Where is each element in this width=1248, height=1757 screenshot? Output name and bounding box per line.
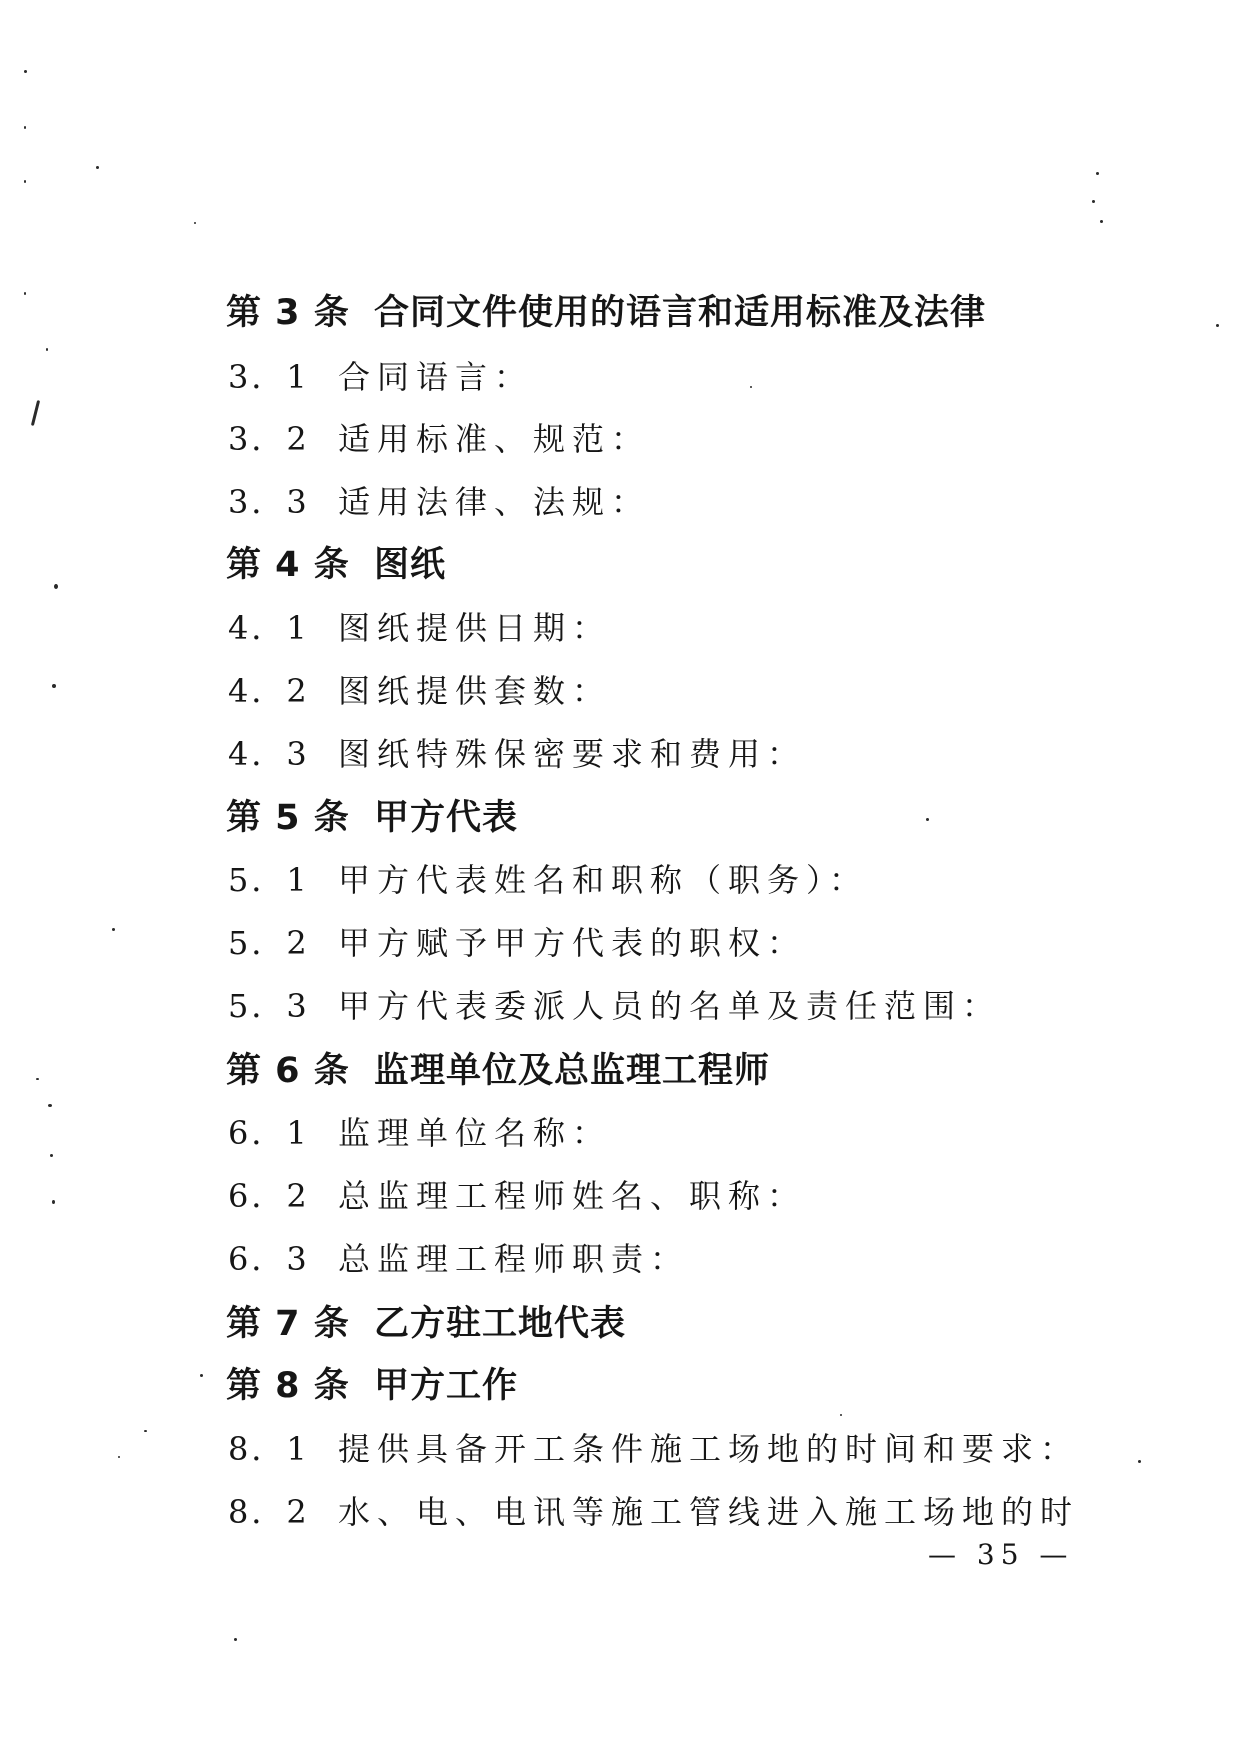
- scan-speck: [750, 386, 752, 388]
- clause-number: 5．3: [228, 987, 310, 1025]
- article-number: 第 4 条: [226, 545, 350, 585]
- clause-text: 总监理工程师职责：: [338, 1240, 690, 1278]
- clause-number: 8．2: [228, 1493, 310, 1531]
- clause-text: 图纸提供套数：: [338, 672, 612, 710]
- clause-line: [228, 1171, 806, 1217]
- scan-speck: [24, 180, 26, 183]
- scan-speck: [144, 1430, 147, 1432]
- clause-number: 4．2: [228, 672, 310, 710]
- scan-speck: [46, 348, 48, 351]
- article-number: 第 7 条: [226, 1304, 350, 1344]
- scan-speck: [50, 1154, 53, 1157]
- clause-text: 甲方代表委派人员的名单及责任范围：: [338, 987, 1002, 1025]
- article-heading: [226, 1043, 770, 1093]
- clause-number: 6．1: [228, 1114, 310, 1152]
- clause-line: [228, 1424, 1079, 1470]
- article-title: 甲方代表: [374, 798, 519, 838]
- clause-line: [228, 666, 611, 712]
- clause-text: 甲方赋予甲方代表的职权：: [338, 924, 807, 962]
- scan-speck: [96, 166, 99, 169]
- clause-number: 4．3: [228, 735, 310, 773]
- scan-speck: [194, 222, 196, 224]
- clause-number: 5．1: [228, 861, 310, 899]
- clause-number: 3．1: [228, 358, 310, 396]
- scan-speck: [24, 70, 27, 73]
- scan-speck: [48, 1104, 52, 1107]
- page-number: — 35 —: [928, 1538, 1074, 1571]
- scan-speck: [112, 928, 115, 931]
- article-heading: [226, 285, 986, 335]
- clause-line: [228, 414, 650, 460]
- article-title: 图纸: [374, 545, 447, 585]
- clause-text: 水、电、电讯等施工管线进入施工场地的时: [338, 1493, 1080, 1531]
- clause-number: 4．1: [228, 609, 310, 647]
- clause-text: 适用法律、法规：: [338, 483, 651, 521]
- article-heading: [226, 790, 518, 840]
- clause-text: 监理单位名称：: [338, 1114, 612, 1152]
- clause-line: [228, 1108, 611, 1154]
- clause-text: 甲方代表姓名和职称（职务）：: [338, 861, 869, 899]
- clause-line: [228, 729, 806, 775]
- article-heading: [226, 1296, 626, 1346]
- clause-line: [228, 1234, 689, 1280]
- article-title: 监理单位及总监理工程师: [374, 1051, 771, 1091]
- clause-line: [228, 981, 1001, 1027]
- clause-number: 3．3: [228, 483, 310, 521]
- scan-speck: [200, 1374, 203, 1377]
- scan-speck: [926, 818, 929, 821]
- scan-mark: [31, 400, 40, 426]
- clause-line: [228, 477, 650, 523]
- scan-speck: [118, 1456, 120, 1458]
- clause-text: 图纸提供日期：: [338, 609, 612, 647]
- clause-number: 3．2: [228, 420, 310, 458]
- clause-number: 6．2: [228, 1177, 310, 1215]
- scan-speck: [36, 1078, 39, 1080]
- scan-speck: [52, 1200, 55, 1204]
- article-title: 乙方驻工地代表: [374, 1304, 627, 1344]
- clause-text: 总监理工程师姓名、职称：: [338, 1177, 807, 1215]
- clause-line: [228, 603, 611, 649]
- scan-speck: [1138, 1460, 1141, 1463]
- clause-number: 8．1: [228, 1430, 310, 1468]
- scan-speck: [840, 1414, 842, 1416]
- clause-number: 5．2: [228, 924, 310, 962]
- article-number: 第 8 条: [226, 1366, 350, 1406]
- clause-number: 6．3: [228, 1240, 310, 1278]
- scan-speck: [1100, 220, 1103, 223]
- clause-line: [228, 1487, 1079, 1533]
- article-title: 合同文件使用的语言和适用标准及法律: [374, 293, 987, 333]
- scan-speck: [52, 684, 56, 688]
- clause-line: [228, 855, 868, 901]
- clause-text: 提供具备开工条件施工场地的时间和要求：: [338, 1430, 1080, 1468]
- scan-speck: [1216, 324, 1219, 327]
- article-heading: [226, 537, 446, 587]
- article-number: 第 3 条: [226, 293, 350, 333]
- clause-line: [228, 918, 806, 964]
- article-number: 第 6 条: [226, 1051, 350, 1091]
- clause-text: 合同语言：: [338, 358, 534, 396]
- scan-speck: [1096, 172, 1099, 175]
- article-number: 第 5 条: [226, 798, 350, 838]
- scan-speck: [24, 292, 26, 295]
- scan-speck: [1092, 200, 1095, 203]
- scan-speck: [234, 1638, 237, 1641]
- scan-speck: [24, 126, 26, 129]
- article-heading: [226, 1358, 518, 1408]
- scan-speck: [54, 584, 58, 589]
- clause-text: 适用标准、规范：: [338, 420, 651, 458]
- clause-line: [228, 352, 533, 398]
- article-title: 甲方工作: [374, 1366, 519, 1406]
- clause-text: 图纸特殊保密要求和费用：: [338, 735, 807, 773]
